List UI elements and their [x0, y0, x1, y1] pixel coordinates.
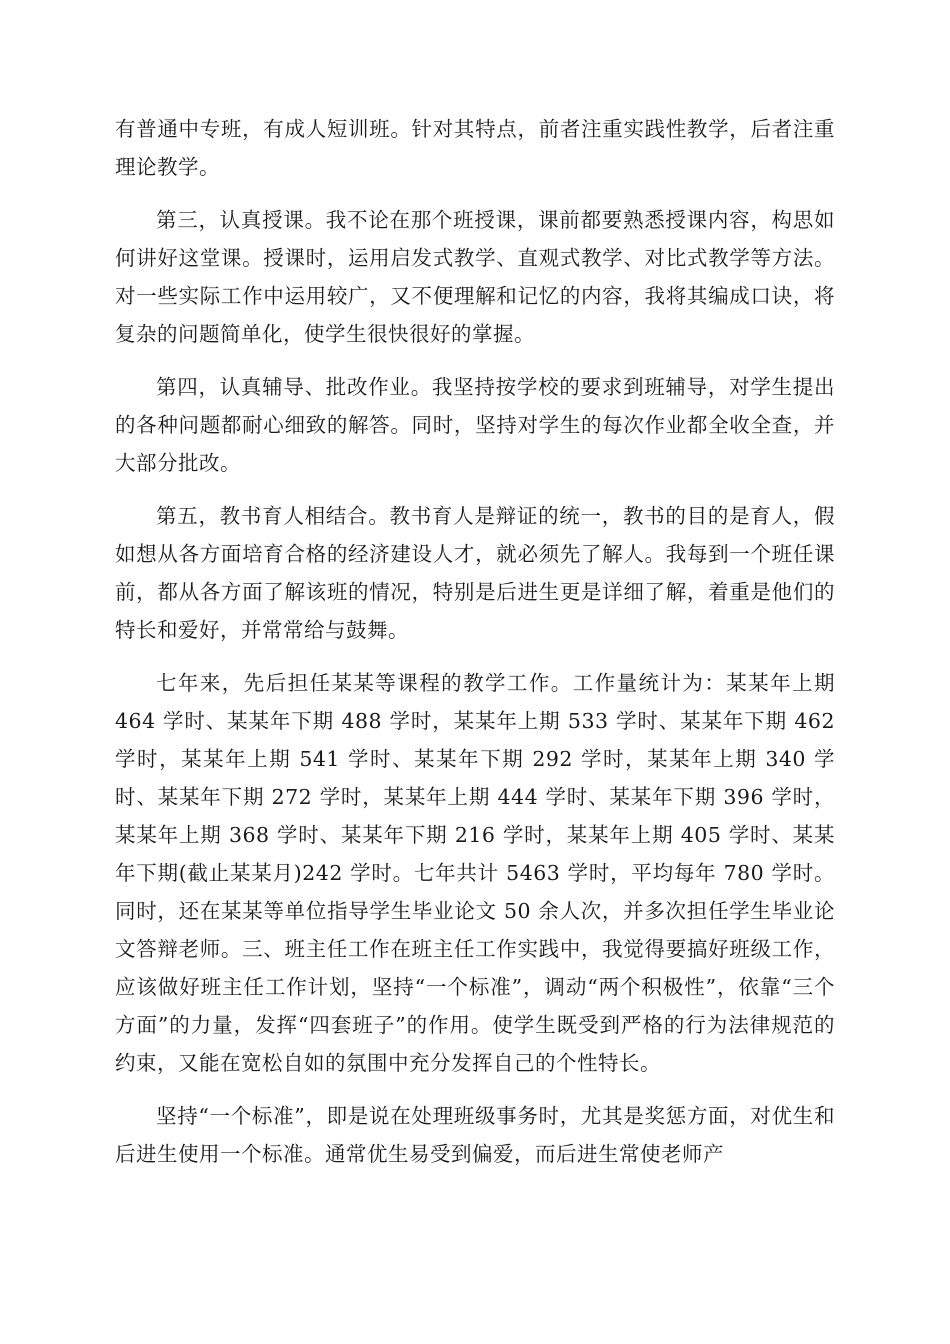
- document-page: [115, 110, 835, 1188]
- paragraph-4: 第五，教书育人相结合。教书育人是辩证的统一，教书的目的是育人，假如想从各方面培育合格的经济建设人才，就必须先了解人。我每到一个班任课前，都从各方面了解该班的情况，特别是后进生更是详细了解，着重是他们的特长和爱好，并常常给与鼓舞。: [115, 504, 835, 642]
- paragraph-2: 第三，认真授课。我不论在那个班授课，课前都要熟悉授课内容，构思如何讲好这堂课。授课时，运用启发式教学、直观式教学、对比式教学等方法。对一些实际工作中运用较广，又不便理解和记忆的内容，我将其编成口诀，将复杂的问题简单化，使学生很快很好的掌握。: [115, 208, 835, 346]
- paragraph-6: 坚持“一个标准”，即是说在处理班级事务时，尤其是奖惩方面，对优生和后进生使用一个标准。通常优生易受到偏爱，而后进生常使老师产: [115, 1104, 835, 1166]
- paragraph-3: 第四，认真辅导、批改作业。我坚持按学校的要求到班辅导，对学生提出的各种问题都耐心细致的解答。同时，坚持对学生的每次作业都全收全查，并大部分批改。: [115, 375, 835, 475]
- paragraph-1: 有普通中专班，有成人短训班。针对其特点，前者注重实践性教学，后者注重理论教学。: [115, 117, 835, 179]
- paragraph-5: 七年来，先后担任某某等课程的教学工作。工作量统计为：某某年上期 464 学时、某某年下期 488 学时，某某年上期 533 学时、某某年下期 462 学时，某某年上期 541 学时、某某年下期 292 学时，某某年上期 340 学时、某某年下期 272 学时，某某年上期 444 学时、某某年下期 396 学时，某某年上期 368 学时、某某年下期 216 学时，某某年上期 405 学时、某某年下期(截止某某月)242 学时。七年共计 5463 学时，平均每年 780 学时。同时，还在某某等单位指导学生毕业论文 50 余人次，并多次担任学生毕业论文答辩老师。三、班主任工作在班主任工作实践中，我觉得要搞好班级工作，应该做好班主任工作计划，坚持“一个标准”，调动“两个积极性”，依靠“三个方面”的力量，发挥“四套班子”的作用。使学生既受到严格的行为法律规范的约束，又能在宽松自如的氛围中充分发挥自己的个性特长。: [115, 671, 835, 1075]
